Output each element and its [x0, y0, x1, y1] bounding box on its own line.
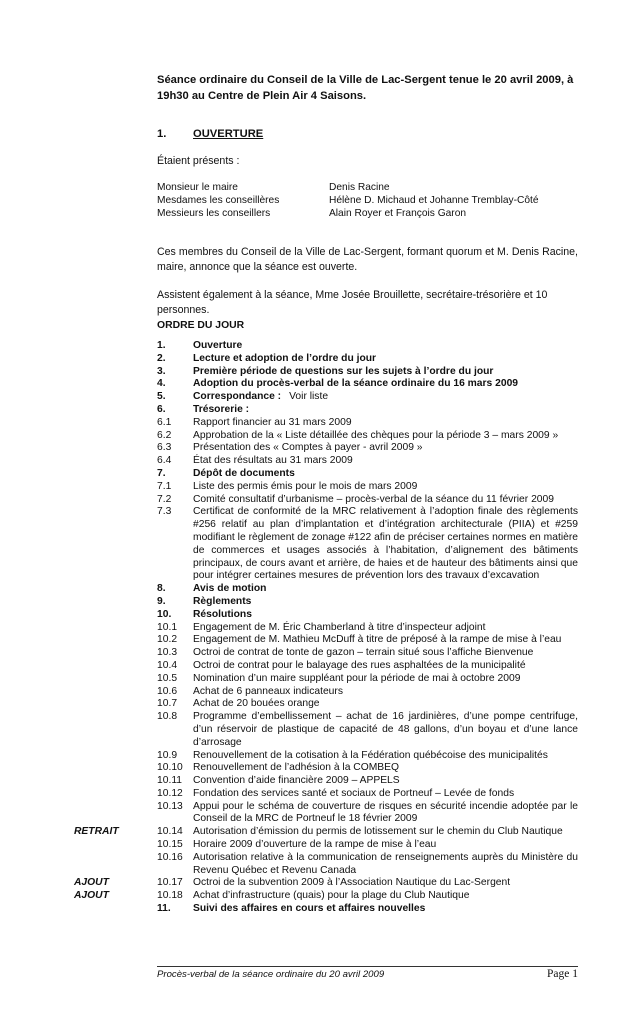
agenda-item-text [193, 378, 578, 391]
agenda-item [157, 494, 578, 507]
agenda-item [157, 711, 578, 749]
agenda-item-label: Résolutions [193, 608, 252, 620]
present-intro: Étaient présents : [157, 155, 240, 167]
agenda-item-text [193, 788, 578, 801]
agenda-item [157, 686, 578, 699]
agenda-item-number: 10.13 [157, 800, 183, 812]
agenda-item [157, 583, 578, 596]
agenda-item-label: Octroi de contrat pour le balayage des rues asphaltées de la municipalité [193, 659, 526, 671]
agenda-item-number: 6.2 [157, 429, 172, 441]
agenda-item [157, 430, 578, 443]
agenda-item [157, 468, 578, 481]
agenda-item-number: 10.17 [157, 877, 183, 889]
agenda-item-text [193, 583, 578, 596]
agenda-item [157, 481, 578, 494]
agenda-item-label: Suivi des affaires en cours et affaires nouvelles [193, 903, 426, 915]
agenda-item [157, 391, 578, 404]
agenda-item-number: 6.3 [157, 442, 172, 454]
present-names: Hélène D. Michaud et Johanne Tremblay-Côté [329, 195, 539, 206]
agenda-item-number: 7.1 [157, 480, 172, 492]
agenda-item-text [193, 647, 578, 660]
agenda-item-text [193, 698, 578, 711]
agenda-item-number: 10.4 [157, 659, 178, 671]
agenda-item-number: 7. [157, 467, 166, 479]
present-names: Alain Royer et François Garon [329, 208, 467, 219]
agenda-item-label: Lecture et adoption de l’ordre du jour [193, 352, 377, 364]
agenda-item-number: 10.2 [157, 634, 178, 646]
agenda-item-text [193, 750, 578, 763]
agenda-item-text [193, 890, 578, 903]
agenda-item-number: 6.4 [157, 455, 172, 467]
agenda-item-label: Engagement de M. Éric Chamberland à titre d’inspecteur adjoint [193, 621, 486, 633]
agenda-item-number: 10.3 [157, 647, 178, 659]
agenda-item-label: Appui pour le schéma de couverture de risques en sécurité incendie adoptée par le Conseil de la MRC de Portneuf le 18 février 2009 [193, 800, 578, 825]
agenda-item [157, 506, 578, 583]
agenda-item-label: Convention d’aide financière 2009 – APPELS [193, 775, 400, 787]
agenda-item-number: 6.1 [157, 416, 172, 428]
agenda-item-label: Octroi de contrat de tonte de gazon – terrain situé sous l’affiche Bienvenue [193, 647, 534, 659]
agenda-item-text [193, 596, 578, 609]
agenda-item [74, 826, 578, 839]
footer-rule [157, 966, 578, 967]
agenda-item-label: Certificat de conformité de la MRC relativement à l’adoption finale des règlements #256 relatif au plan d’implantation et d’intégration architecturale (PIIA) et #259 modifiant le règlement de zonage #122 afin de préciser certaines normes en matière de commerces et usages associés à l’habitation, d’alignement des bâtiments principaux, de cours avant et arrière, de haies et de hauteur des bâtiments ainsi que pour intégrer certaines mesures de prévention lors des travaux d’excavation [193, 506, 578, 582]
present-role: Monsieur le maire [157, 182, 238, 193]
agenda-item [157, 609, 578, 622]
page-number: Page 1 [547, 968, 578, 980]
agenda-item-number: 10.16 [157, 851, 183, 863]
agenda-item-text [193, 468, 578, 481]
agenda-item-number: 10.1 [157, 621, 178, 633]
quorum-paragraph: Ces membres du Conseil de la Ville de Lac-Sergent, formant quorum et M. Denis Racine, maire, annonce que la séance est ouverte. [157, 246, 578, 273]
agenda-item-number: 11. [157, 903, 171, 915]
agenda-item-text [193, 455, 578, 468]
agenda-item [157, 442, 578, 455]
present-role: Messieurs les conseillers [157, 208, 271, 219]
agenda-item-label: Autorisation relative à la communication de renseignements auprès du Ministère du Revenu Québec et Revenu Canada [193, 851, 578, 876]
agenda-item-text [193, 366, 578, 379]
agenda-item-number: 10.11 [157, 775, 183, 787]
agenda-item [74, 890, 578, 903]
agenda-item-text [193, 622, 578, 635]
agenda-heading: ORDRE DU JOUR [157, 320, 245, 331]
agenda-item-label: Liste des permis émis pour le mois de mars 2009 [193, 480, 418, 492]
agenda-item-number: 6. [157, 403, 166, 415]
agenda-item-number: 7.3 [157, 506, 172, 518]
agenda-item-label: Avis de motion [193, 583, 267, 595]
agenda-item [157, 366, 578, 379]
agenda-item-number: 10.14 [157, 826, 183, 838]
agenda-item-text [193, 430, 578, 443]
agenda-item-label: Première période de questions sur les sujets à l’ordre du jour [193, 365, 494, 377]
agenda-item [74, 877, 578, 890]
agenda-item [157, 775, 578, 788]
agenda-item-label: Approbation de la « Liste détaillée des chèques pour la période 3 – mars 2009 » [193, 429, 559, 441]
agenda-item-label: Ouverture [193, 340, 243, 351]
agenda-item-number: 1. [157, 340, 166, 351]
agenda-item-text [193, 660, 578, 673]
agenda-item-label: Adoption du procès-verbal de la séance ordinaire du 16 mars 2009 [193, 378, 519, 390]
agenda-item-label: Dépôt de documents [193, 467, 295, 479]
section-heading-ouverture [157, 128, 263, 140]
agenda-item [157, 340, 578, 353]
agenda-item [157, 801, 578, 827]
agenda-item [157, 647, 578, 660]
agenda-item [157, 378, 578, 391]
agenda-item-label: Fondation des services santé et sociaux de Portneuf – Levée de fonds [193, 787, 515, 799]
agenda-item [157, 750, 578, 763]
agenda-item [157, 673, 578, 686]
agenda-item [157, 417, 578, 430]
agenda-item-text [193, 877, 578, 890]
agenda-item [157, 404, 578, 417]
agenda-item-label: Programme d’embellissement – achat de 16 jardinières, d’une pompe centrifuge, d’un réservoir de plastique de capacité de 48 gallons, d’un boyau et d’une lance d’arrosage [193, 711, 578, 748]
agenda-item-label: Rapport financier au 31 mars 2009 [193, 416, 352, 428]
agenda-item-number: 7.2 [157, 493, 172, 505]
agenda-item-text [193, 404, 578, 417]
agenda-item [157, 698, 578, 711]
agenda-item-text [193, 762, 578, 775]
agenda-item [157, 660, 578, 673]
agenda-item-text [193, 353, 578, 366]
agenda-item-text [193, 711, 578, 749]
agenda-item-number: 9. [157, 595, 166, 607]
agenda-item-label: Horaire 2009 d’ouverture de la rampe de mise à l’eau [193, 839, 437, 851]
agenda-item-text [193, 391, 578, 404]
agenda-item-text [193, 839, 578, 852]
agenda-item-number: 10.7 [157, 698, 178, 710]
footer-document-name: Procès-verbal de la séance ordinaire du 20 avril 2009 [157, 969, 385, 980]
agenda-item-note: Voir liste [289, 391, 329, 403]
agenda-item-label: Règlements [193, 595, 252, 607]
agenda-item [157, 353, 578, 366]
agenda-item-number: 4. [157, 378, 166, 390]
agenda-item-text [193, 340, 578, 353]
agenda-item-label: Comité consultatif d’urbanisme – procès-verbal de la séance du 11 février 2009 [193, 493, 554, 505]
agenda-item-label: Achat de 6 panneaux indicateurs [193, 685, 343, 697]
agenda-item-text [193, 609, 578, 622]
agenda-item-label: Engagement de M. Mathieu McDuff à titre de préposé à la rampe de mise à l’eau [193, 634, 562, 646]
agenda-item-label: Renouvellement de l’adhésion à la COMBEQ [193, 762, 400, 774]
section-number: 1. [157, 128, 167, 140]
agenda-item-label: Nomination d’un maire suppléant pour la période de mai à octobre 2009 [193, 672, 521, 684]
agenda-item-number: 10.8 [157, 711, 178, 723]
agenda-item-number: 3. [157, 365, 166, 377]
agenda-item-text [193, 826, 578, 839]
agenda-item-text [193, 506, 578, 583]
agenda-item [157, 622, 578, 635]
agenda-item [157, 852, 578, 878]
agenda-item-label: Renouvellement de la cotisation à la Fédération québécoise des municipalités [193, 749, 548, 761]
agenda-item-text [193, 417, 578, 430]
agenda-item [157, 788, 578, 801]
present-role: Mesdames les conseillères [157, 195, 280, 206]
agenda-item-tag: RETRAIT [74, 826, 119, 838]
present-names: Denis Racine [329, 182, 390, 193]
agenda-item [157, 634, 578, 647]
agenda-item-label: Achat d’infrastructure (quais) pour la plage du Club Nautique [193, 890, 470, 902]
agenda-item-label: Présentation des « Comptes à payer - avril 2009 » [193, 442, 423, 454]
agenda-item-text [193, 775, 578, 788]
agenda-item-number: 10.5 [157, 672, 178, 684]
agenda-item-label: Trésorerie : [193, 403, 250, 415]
agenda-item [157, 903, 578, 916]
agenda-item-number: 10.6 [157, 685, 178, 697]
meeting-title: Séance ordinaire du Conseil de la Ville de Lac-Sergent tenue le 20 avril 2009, à 19h30 au Centre de Plein Air 4 Saisons. [157, 74, 574, 102]
agenda-item-label: État des résultats au 31 mars 2009 [193, 455, 353, 467]
section-label: OUVERTURE [193, 128, 264, 140]
agenda-item-number: 10.9 [157, 749, 178, 761]
agenda-item-tag: AJOUT [74, 877, 109, 889]
attendance-paragraph: Assistent également à la séance, Mme Josée Brouillette, secrétaire-trésorière et 10 personnes. [157, 289, 548, 316]
agenda-item-number: 5. [157, 391, 166, 403]
agenda-item-tag: AJOUT [74, 890, 109, 902]
agenda-item-text [193, 852, 578, 878]
agenda-item-label: Achat de 20 bouées orange [193, 698, 320, 710]
agenda-item-number: 10.12 [157, 787, 183, 799]
agenda-item [157, 455, 578, 468]
agenda-item-text [193, 673, 578, 686]
agenda-item-number: 10.18 [157, 890, 183, 902]
agenda-list [74, 340, 578, 916]
agenda-item-label: Autorisation d’émission du permis de lotissement sur le chemin du Club Nautique [193, 826, 563, 838]
agenda-item [157, 762, 578, 775]
agenda-item-label: Octroi de la subvention 2009 à l’Association Nautique du Lac-Sergent [193, 877, 511, 889]
agenda-item-label: Correspondance : [193, 391, 282, 403]
agenda-item-number: 10.10 [157, 762, 183, 774]
agenda-item-number: 10. [157, 608, 172, 620]
agenda-item [157, 596, 578, 609]
agenda-item-text [193, 903, 578, 916]
agenda-item-text [193, 634, 578, 647]
agenda-item [157, 839, 578, 852]
agenda-item-number: 8. [157, 583, 166, 595]
agenda-item-text [193, 481, 578, 494]
agenda-item-text [193, 801, 578, 827]
agenda-item-text [193, 686, 578, 699]
agenda-item-text [193, 494, 578, 507]
agenda-item-text [193, 442, 578, 455]
agenda-item-number: 10.15 [157, 839, 183, 851]
agenda-item-number: 2. [157, 352, 166, 364]
